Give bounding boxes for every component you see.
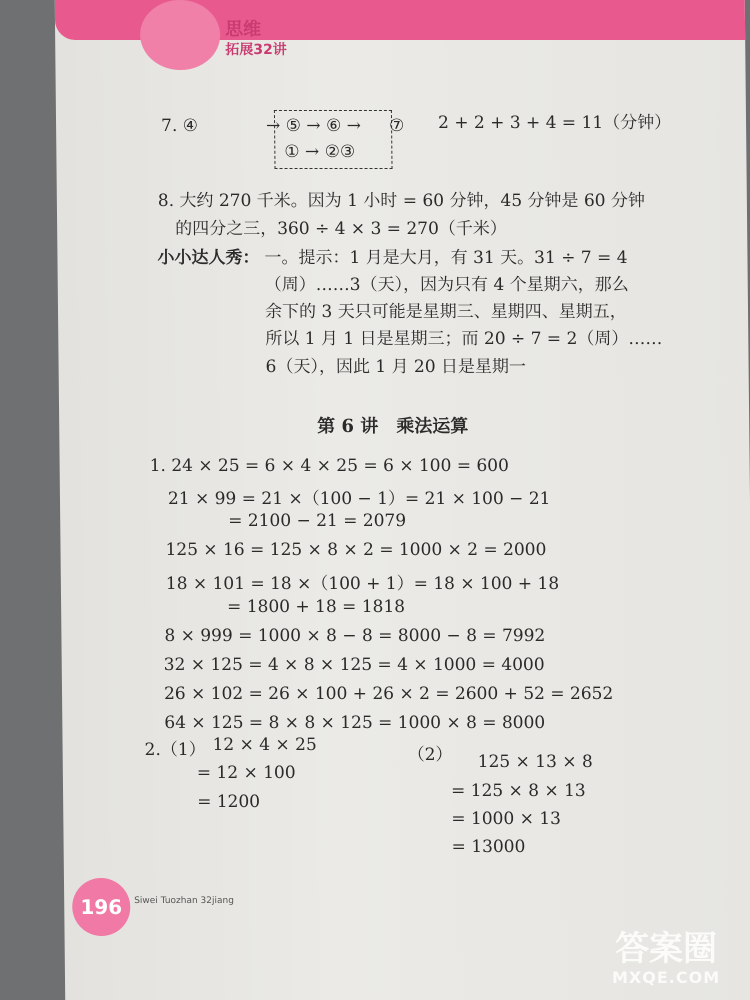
q1-line: 32 × 125 = 4 × 8 × 125 = 4 × 1000 = 4000 [163,655,545,675]
q2a-label: 2.（1） [144,740,206,760]
q7-end: ⑦ [388,116,405,136]
q1-line: 125 × 16 = 125 × 8 × 2 = 1000 × 2 = 2000 [165,540,547,560]
q1-line: = 1800 + 18 = 1818 [227,597,406,617]
watermark-line1: 答案圈 [615,929,718,969]
q8-line1: 8. 大约 270 千米。因为 1 小时 = 60 分钟，45 分钟是 60 分钟 [157,191,646,211]
q1-line: = 2100 − 21 = 2079 [228,511,407,531]
page-subtitle: Siwei Tuozhan 32jiang [134,896,234,906]
q2a-line: = 12 × 100 [196,763,296,783]
q2a-line: = 1200 [197,792,261,812]
watermark-line2: MXQE.COM [612,968,721,987]
q2b-label: （2） [407,745,453,765]
q2b-line: 125 × 13 × 8 [477,752,593,772]
xiao-line5: 6（天），因此 1 月 20 日是星期一 [265,357,527,377]
header-logo [225,20,287,60]
q1-line: 18 × 101 = 18 ×（100 + 1）= 18 × 100 + 18 [165,574,560,594]
q7-num: 7. ④ [160,116,199,136]
q7-row1: → ⑤ → ⑥ → [265,116,362,136]
header-logo-icon [140,0,221,70]
xiao-line3: 余下的 3 天只可能是星期三、星期四、星期五， [264,302,627,322]
q8-line2: 的四分之三，360 ÷ 4 × 3 = 270（千米） [175,219,507,239]
q1-line: 64 × 125 = 8 × 8 × 125 = 1000 × 8 = 8000 [164,713,546,733]
xiao-label: 小小达人秀： [157,248,260,268]
page-number: 196 [72,878,131,936]
q1-line: 26 × 102 = 26 × 100 + 26 × 2 = 2600 + 52 = 2652 [163,684,614,704]
q7-row2: ① → ②③ [284,142,356,162]
q2a-line: 12 × 4 × 25 [212,735,317,755]
logo-line1: 思维 [224,19,262,40]
q1-line: 1. 24 × 25 = 6 × 4 × 25 = 6 × 100 = 600 [149,456,509,476]
xiao-line2: （周）……3（天），因为只有 4 个星期六，那么 [264,275,629,295]
xiao-line1: 一。提示：1 月是大月，有 31 天。31 ÷ 7 = 4 [264,248,628,268]
book-page [55,0,750,1000]
q1-line: 21 × 99 = 21 ×（100 − 1）= 21 × 100 − 21 [167,489,551,509]
xiao-line4: 所以 1 月 1 日是星期三；而 20 ÷ 7 = 2（周）…… [265,329,663,349]
q2b-line: = 125 × 8 × 13 [450,781,586,801]
watermark-logo [612,930,720,987]
logo-line2: 拓展32讲 [225,42,287,58]
q7-equation: 2 + 2 + 3 + 4 = 11（分钟） [437,113,672,133]
q2b-line: = 13000 [451,837,526,857]
q1-line: 8 × 999 = 1000 × 8 − 8 = 8000 − 8 = 7992 [164,626,546,646]
section-title: 第 6 讲 乘法运算 [317,416,469,437]
q2b-line: = 1000 × 13 [451,809,562,829]
